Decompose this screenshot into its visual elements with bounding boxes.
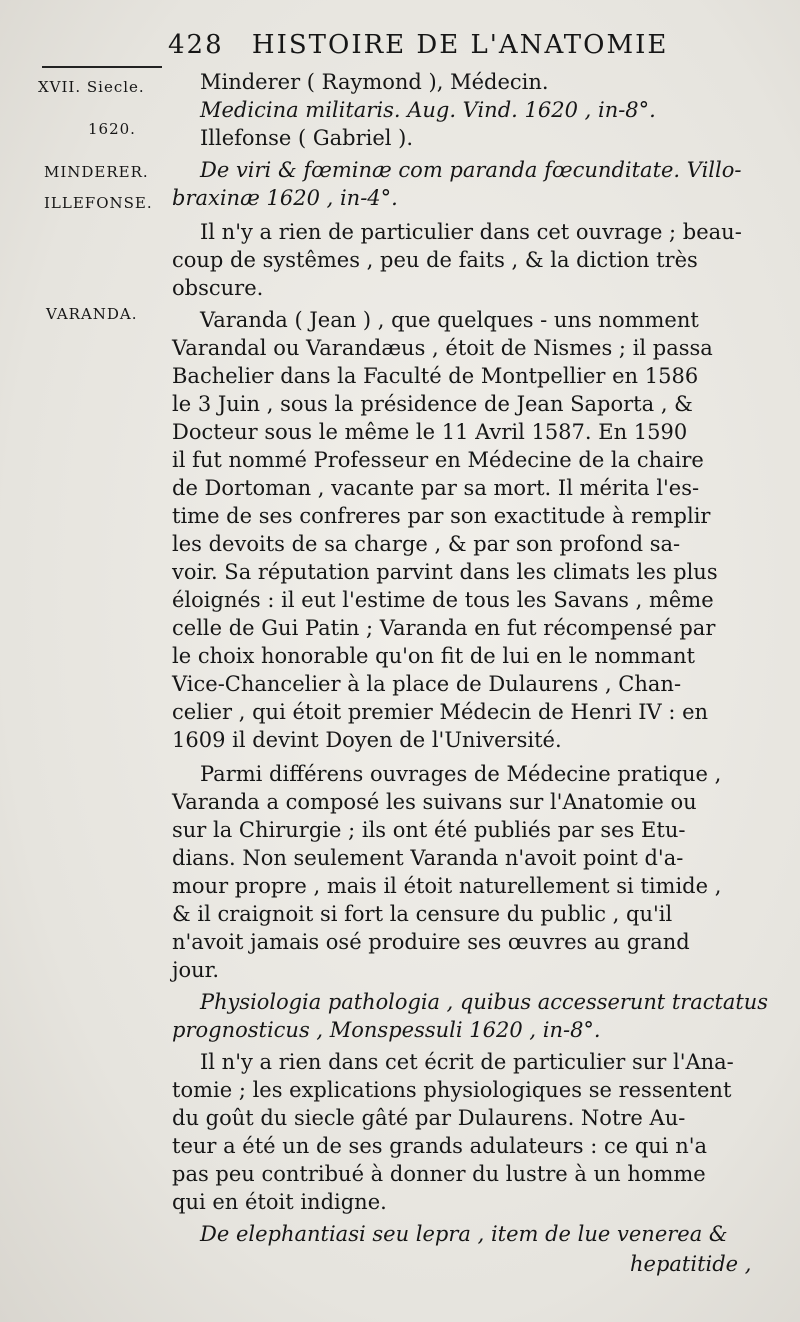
margin-note-year: 1620.: [88, 120, 136, 138]
text-line: Bachelier dans la Faculté de Montpellier en 1586: [172, 364, 699, 388]
text-line: celier , qui étoit premier Médecin de Henri IV : en: [172, 700, 709, 724]
text-line: time de ses confreres par son exactitude à remplir: [172, 504, 711, 528]
text-line: prognosticus , Monspessuli 1620 , in-8°.: [172, 1018, 601, 1042]
text-line: 1609 il devint Doyen de l'Université.: [172, 728, 562, 752]
text-line: voir. Sa réputation parvint dans les climats les plus: [172, 560, 718, 584]
text-line: mour propre , mais il étoit naturellement si timide ,: [172, 874, 722, 898]
text-line: dians. Non seulement Varanda n'avoit point d'a-: [172, 846, 684, 870]
text-line: il fut nommé Professeur en Médecine de la chaire: [172, 448, 704, 472]
text-line: Il n'y a rien de particulier dans cet ouvrage ; beau-: [200, 220, 742, 244]
text-line: De elephantiasi seu lepra , item de lue venerea &: [200, 1222, 728, 1246]
text-line: sur la Chirurgie ; ils ont été publiés par ses Etu-: [172, 818, 686, 842]
text-line: Parmi différens ouvrages de Médecine pratique ,: [200, 762, 722, 786]
text-line: coup de systêmes , peu de faits , & la diction très: [172, 248, 698, 272]
text-line: le choix honorable qu'on fit de lui en le nommant: [172, 644, 695, 668]
text-line: éloignés : il eut l'estime de tous les Savans , même: [172, 588, 714, 612]
margin-note-century: XVII. Siecle.: [38, 78, 145, 96]
text-line: le 3 Juin , sous la présidence de Jean Saporta , &: [172, 392, 693, 416]
margin-rule: [42, 66, 162, 68]
margin-note-varanda: VARANDA.: [46, 305, 138, 323]
text-line: celle de Gui Patin ; Varanda en fut récompensé par: [172, 616, 716, 640]
running-title: HISTOIRE DE L'ANATOMIE: [251, 30, 669, 60]
text-line: Medicina militaris. Aug. Vind. 1620 , in-8°.: [200, 98, 656, 122]
text-line: Varanda ( Jean ) , que quelques - uns nomment: [200, 308, 699, 332]
text-line: de Dortoman , vacante par sa mort. Il mérita l'es-: [172, 476, 700, 500]
margin-note-illefonse: ILLEFONSE.: [44, 194, 153, 212]
text-line: jour.: [172, 958, 220, 982]
page-number: 428: [168, 30, 224, 60]
text-line: qui en étoit indigne.: [172, 1190, 387, 1214]
text-line: teur a été un de ses grands adulateurs : ce qui n'a: [172, 1134, 708, 1158]
text-line: Minderer ( Raymond ), Médecin.: [200, 70, 549, 94]
margin-note-minderer: MINDERER.: [44, 163, 149, 181]
text-line: braxinæ 1620 , in-4°.: [172, 186, 398, 210]
text-line: Varanda a composé les suivans sur l'Anatomie ou: [172, 790, 697, 814]
text-line: du goût du siecle gâté par Dulaurens. Notre Au-: [172, 1106, 686, 1130]
text-line: les devoits de sa charge , & par son profond sa-: [172, 532, 681, 556]
text-line: pas peu contribué à donner du lustre à un homme: [172, 1162, 706, 1186]
text-line: Varandal ou Varandæus , étoit de Nismes ; il passa: [172, 336, 713, 360]
text-line: hepatitide ,: [630, 1252, 752, 1276]
text-line: n'avoit jamais osé produire ses œuvres au grand: [172, 930, 690, 954]
text-line: Physiologia pathologia , quibus accesserunt tractatus: [200, 990, 768, 1014]
text-line: Docteur sous le même le 11 Avril 1587. En 1590: [172, 420, 688, 444]
text-line: Illefonse ( Gabriel ).: [200, 126, 414, 150]
text-line: Il n'y a rien dans cet écrit de particulier sur l'Ana-: [200, 1050, 734, 1074]
text-line: De viri & fœminæ com paranda fœcunditate. Villo-: [200, 158, 742, 182]
text-line: Vice-Chancelier à la place de Dulaurens , Chan-: [172, 672, 682, 696]
text-line: tomie ; les explications physiologiques se ressentent: [172, 1078, 732, 1102]
text-line: & il craignoit si fort la censure du public , qu'il: [172, 902, 673, 926]
text-line: obscure.: [172, 276, 264, 300]
running-header: [168, 30, 788, 60]
